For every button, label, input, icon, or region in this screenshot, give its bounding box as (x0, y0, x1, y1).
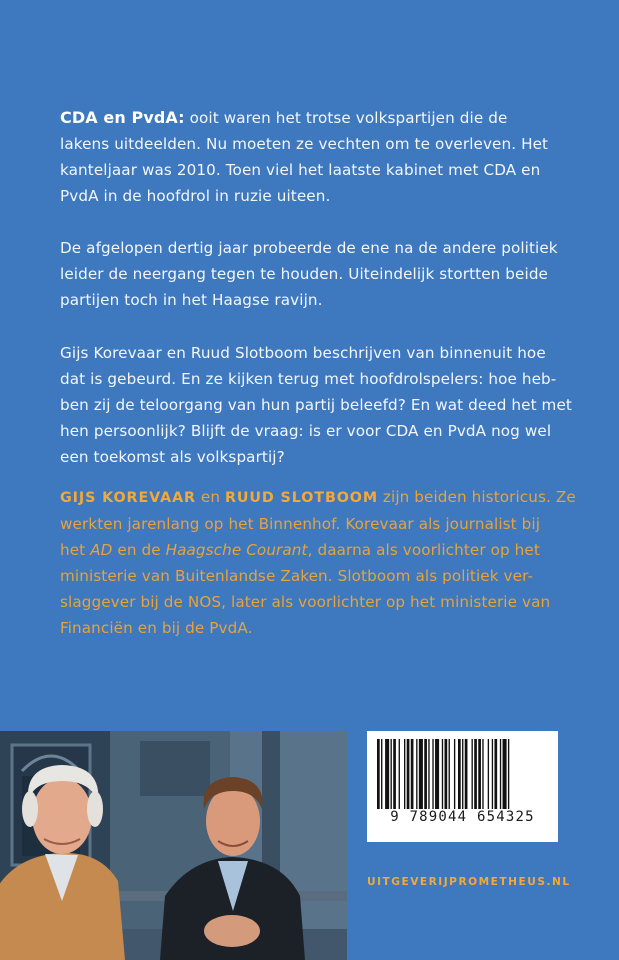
bio-text: ministerie van Buitenlandse Zaken. Slotboom als politiek ver- (60, 567, 534, 585)
bio-text: zijn beiden historicus. Ze (378, 488, 576, 506)
author-bio (60, 484, 576, 641)
bio-text: en de (112, 541, 166, 559)
blurb-text: lakens uitdeelden. Nu moeten ze vechten om te overleven. Het (60, 135, 549, 153)
authors-photo-illustration (0, 731, 347, 960)
authors-photo (0, 731, 347, 960)
blurb-paragraph-2 (60, 235, 560, 313)
author-name-2: RUUD SLOTBOOM (224, 490, 378, 506)
newspaper-haagsche-courant: Haagsche Courant (165, 541, 308, 559)
bio-text: werkten jarenlang op het Binnenhof. Korevaar als journalist bij (60, 515, 541, 533)
blurb-paragraph-3 (60, 340, 572, 470)
author-name-1: GIJS KOREVAAR (60, 490, 196, 506)
blurb-text: De afgelopen dertig jaar probeerde de ene na de andere politiek (60, 239, 558, 257)
blurb-lead: CDA en PvdA: (60, 108, 185, 127)
newspaper-ad: AD (90, 541, 113, 559)
blurb-text: PvdA in de hoofdrol in ruzie uiteen. (60, 187, 331, 205)
blurb-text: leider de neergang tegen te houden. Uiteindelijk stortten beide (60, 265, 548, 283)
blurb-text: hen persoonlijk? Blijft de vraag: is er voor CDA en PvdA nog wel (60, 422, 552, 440)
blurb-text: dat is gebeurd. En ze kijken terug met hoofdrolspelers: hoe heb- (60, 370, 557, 388)
bio-text: het (60, 541, 91, 559)
blurb-text: ooit waren het trotse volkspartijen die de (184, 109, 508, 127)
publisher-url: UITGEVERIJPROMETHEUS.NL (367, 876, 571, 888)
blurb-text: kanteljaar was 2010. Toen viel het laatste kabinet met CDA en (60, 161, 541, 179)
bio-text: slaggever bij de NOS, later als voorlichter op het ministerie van (60, 593, 551, 611)
bio-text: en (195, 488, 225, 506)
blurb-text: ben zij de teloorgang van hun partij beleefd? En wat deed het met (60, 396, 572, 414)
barcode-bars (367, 731, 558, 842)
bio-text: Financiën en bij de PvdA. (60, 619, 253, 637)
blurb-text: een toekomst als volkspartij? (60, 448, 285, 466)
isbn-barcode (367, 731, 558, 842)
blurb-text: partijen toch in het Haagse ravijn. (60, 291, 323, 309)
blurb-paragraph-1 (60, 105, 560, 209)
isbn-number: 9 789044 654325 (375, 809, 550, 825)
blurb-text: Gijs Korevaar en Ruud Slotboom beschrijven van binnenuit hoe (60, 344, 546, 362)
bio-text: , daarna als voorlichter op het (307, 541, 540, 559)
